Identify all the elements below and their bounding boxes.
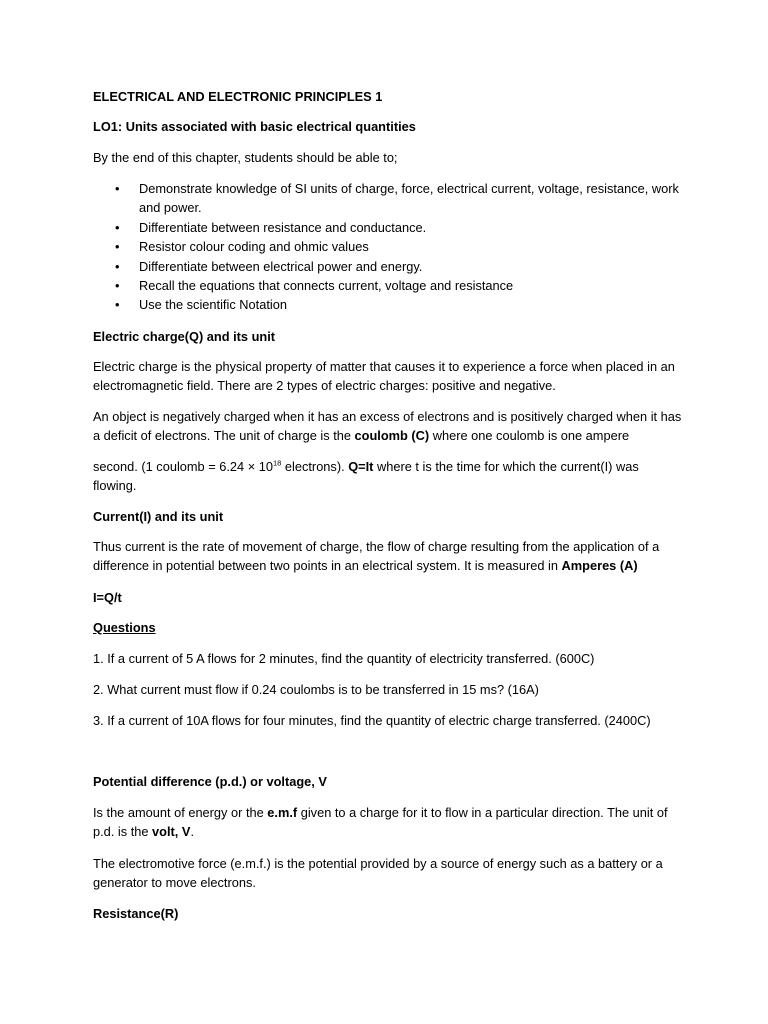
charge-paragraph-2: [93, 407, 683, 446]
list-item-text: Demonstrate knowledge of SI units of charge, force, electrical current, voltage, resistance, work and power.: [139, 181, 679, 216]
exponent: 18: [273, 458, 282, 468]
questions-heading: Questions: [93, 620, 156, 635]
text-run: where t is the time for which the current(I) was flowing.: [93, 459, 639, 494]
list-item-text: Recall the equations that connects current, voltage and resistance: [139, 278, 514, 294]
question-item: 1. If a current of 5 A flows for 2 minutes, find the quantity of electricity transferred. (600C): [93, 651, 595, 666]
question-item: 3. If a current of 10A flows for four minutes, find the quantity of electric charge transferred. (2400C): [93, 713, 651, 728]
text-run: given to a charge for it to flow in a particular direction. The unit of p.d. is the: [93, 805, 668, 840]
bullet-icon: •: [115, 278, 120, 294]
bullet-icon: •: [115, 181, 120, 196]
list-item-text: Differentiate between electrical power and energy.: [139, 258, 423, 274]
text-run: second. (1 coulomb = 6.24 × 10: [93, 459, 273, 474]
bullet-icon: •: [115, 219, 120, 235]
text-run: where one coulomb is one ampere: [429, 428, 630, 444]
list-item: [93, 276, 683, 295]
text-run: Thus current is the rate of movement of charge, the flow of charge resulting from the application of a difference in potential between two points in an electrical system. It is measured in: [93, 539, 660, 574]
text-run: electrons).: [281, 459, 349, 474]
current-paragraph: [93, 537, 683, 576]
question-item: 2. What current must flow if 0.24 coulombs is to be transferred in 15 ms? (16A): [93, 682, 539, 697]
text-run: Is the amount of energy or the: [93, 805, 268, 820]
list-item: [93, 218, 683, 237]
list-item: [93, 237, 683, 256]
section-heading-pd: Potential difference (p.d.) or voltage, V: [93, 774, 327, 789]
term-emf: e.m.f: [267, 805, 298, 820]
objectives-list: [93, 179, 683, 315]
section-heading-charge: Electric charge(Q) and its unit: [93, 329, 276, 344]
charge-paragraph-1: Electric charge is the physical property of matter that causes it to experience a force when placed in an electromagnetic field. There are 2 types of electric charges: positive and negative.: [93, 359, 675, 394]
unit-coulomb: coulomb (C): [354, 428, 430, 444]
pd-paragraph-1: [93, 803, 683, 842]
list-item-text: Use the scientific Notation: [139, 297, 287, 313]
bullet-icon: •: [115, 258, 120, 274]
learning-outcome-heading: LO1: Units associated with basic electrical quantities: [93, 119, 416, 134]
intro-text: By the end of this chapter, students should be able to;: [93, 150, 398, 165]
unit-volt: volt, V: [152, 824, 191, 840]
charge-paragraph-3: [93, 457, 683, 496]
list-item-text: Differentiate between resistance and conductance.: [139, 219, 427, 235]
document-title: ELECTRICAL AND ELECTRONIC PRINCIPLES 1: [93, 89, 383, 104]
unit-amperes: Amperes (A): [561, 558, 638, 574]
list-item: [93, 179, 683, 218]
list-item: [93, 257, 683, 276]
text-run: .: [190, 824, 195, 840]
text-run: An object is negatively charged when it has an excess of electrons and is positively charged when it has a deficit of electrons. The unit of charge is the: [93, 409, 682, 444]
list-item-text: Resistor colour coding and ohmic values: [139, 239, 369, 255]
formula-q-it: Q=It: [348, 459, 374, 474]
section-heading-resistance: Resistance(R): [93, 906, 179, 921]
bullet-icon: •: [115, 239, 120, 255]
formula-current: I=Q/t: [93, 590, 122, 605]
section-heading-current: Current(I) and its unit: [93, 509, 224, 524]
bullet-icon: •: [115, 297, 120, 313]
list-item: [93, 295, 683, 314]
pd-paragraph-2: The electromotive force (e.m.f.) is the potential provided by a source of energy such as a battery or a generator to move electrons.: [93, 856, 663, 891]
